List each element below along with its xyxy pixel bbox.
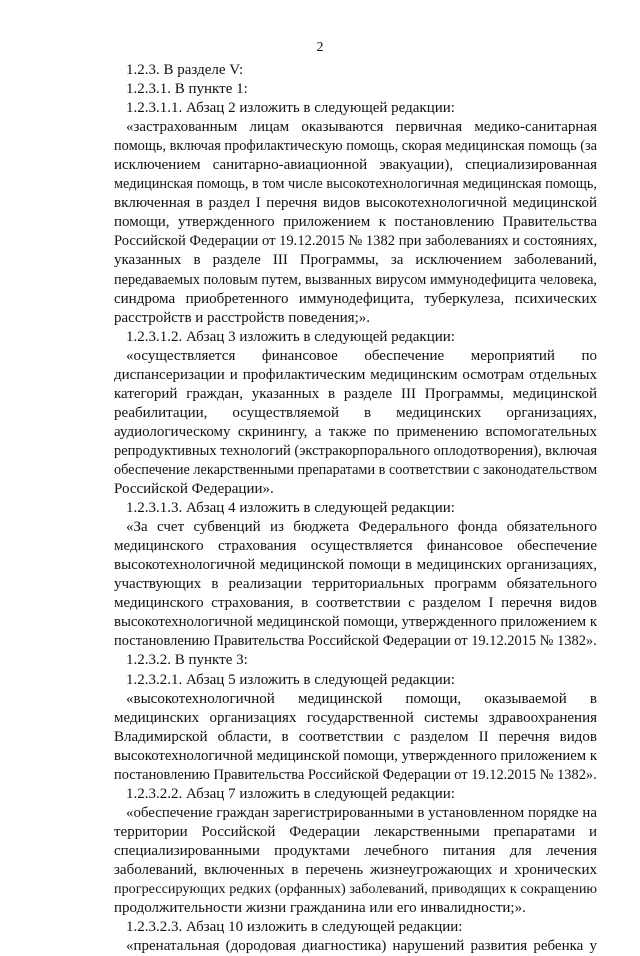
text-line: высокотехнологичной медицинской помощи, утвержденного приложением к [114,614,597,631]
text-line: 1.2.3.2.1. Абзац 5 изложить в следующей редакции: [126,671,455,688]
text-line: постановлению Правительства Российской Федерации от 19.12.2015 № 1382». [114,766,597,783]
text-line: Владимирской области, в соответствии с разделом II перечня видов [114,728,597,745]
text-line: расстройств и расстройств поведения;». [114,309,370,326]
text-line: «осуществляется финансовое обеспечение мероприятий по [126,347,597,364]
text-line: высокотехнологичной медицинской помощи, утвержденного приложением к [114,747,597,764]
text-line: заболеваний, включенных в перечень жизнеугрожающих и хронических [114,861,597,878]
text-line: синдрома приобретенного иммунодефицита, туберкулеза, психических [114,290,597,307]
text-line: обеспечение лекарственными препаратами в соответствии с законодательством [114,461,597,478]
text-line: исключением санитарно-авиационной эвакуации), специализированная [114,157,597,174]
text-line: категорий граждан, указанных в разделе III Программы, медицинской [114,385,597,402]
text-line: Российской Федерации от 19.12.2015 № 1382 при заболеваниях и состояниях, [114,233,598,250]
text-line: медицинских организациях государственной системы здравоохранения [114,709,597,726]
text-line: прогрессирующих редких (орфанных) заболеваний, приводящих к сокращению [114,881,597,898]
text-line: участвующих в реализации территориальных программ обязательного [114,576,597,593]
text-line: диспансеризации и профилактическим медицинским осмотрам отдельных [114,366,597,383]
text-line: репродуктивных технологий (экстракорпорального оплодотворения), включая [114,442,597,459]
text-line: указанных в разделе III Программы, за исключением заболеваний, [114,252,597,269]
text-line: 1.2.3.2. В пункте 3: [126,652,248,669]
text-line: аудиологическому скринингу, а также по применению вспомогательных [114,423,597,440]
text-line: специализированными продуктами лечебного питания для лечения [114,842,597,859]
text-line: «За счет субвенций из бюджета Федерального фонда обязательного [126,519,597,536]
text-line: «пренатальная (дородовая диагностика) нарушений развития ребенка у [126,938,597,955]
text-line: медицинского страхования осуществляется финансовое обеспечение [114,538,597,555]
text-line: 1.2.3.2.3. Абзац 10 изложить в следующей редакции: [126,919,463,936]
text-line: 1.2.3.2.2. Абзац 7 изложить в следующей редакции: [126,785,455,802]
document-body [114,61,597,956]
text-line: медицинская помощь, в том числе высокотехнологичная медицинская помощь, [114,176,597,193]
text-line: Российской Федерации». [114,481,274,498]
text-line: включенная в раздел I перечня видов высокотехнологичной медицинской [114,195,597,212]
text-line: «обеспечение граждан зарегистрированными в установленном порядке на [126,804,597,821]
text-line: постановлению Правительства Российской Федерации от 19.12.2015 № 1382». [114,633,597,650]
text-line: территории Российской Федерации лекарственными препаратами и [114,823,597,840]
page-number: 2 [316,40,324,55]
text-line: высокотехнологичной медицинской помощи в медицинских организациях, [114,557,597,574]
text-line: продолжительности жизни гражданина или его инвалидности;». [114,900,526,917]
text-line: 1.2.3.1.2. Абзац 3 изложить в следующей редакции: [126,328,455,345]
text-line: 1.2.3. В разделе V: [126,62,244,78]
text-line: помощи, утвержденного приложением к постановлению Правительства [114,214,597,231]
text-line: «застрахованным лицам оказываются первичная медико-санитарная [126,119,597,136]
text-line: «высокотехнологичной медицинской помощи, оказываемой в [126,690,597,707]
text-line: реабилитации, осуществляемой в медицинских организациях, [114,404,597,421]
text-line: помощь, включая профилактическую помощь, скорая медицинская помощь (за [114,138,598,155]
text-line: 1.2.3.1.3. Абзац 4 изложить в следующей редакции: [126,500,455,517]
text-line: 1.2.3.1. В пункте 1: [126,81,248,98]
text-line: передаваемых половым путем, вызванных вирусом иммунодефицита человека, [114,271,597,288]
text-line: медицинского страхования, в соответствии с разделом I перечня видов [114,595,597,612]
text-line: 1.2.3.1.1. Абзац 2 изложить в следующей редакции: [126,100,455,117]
